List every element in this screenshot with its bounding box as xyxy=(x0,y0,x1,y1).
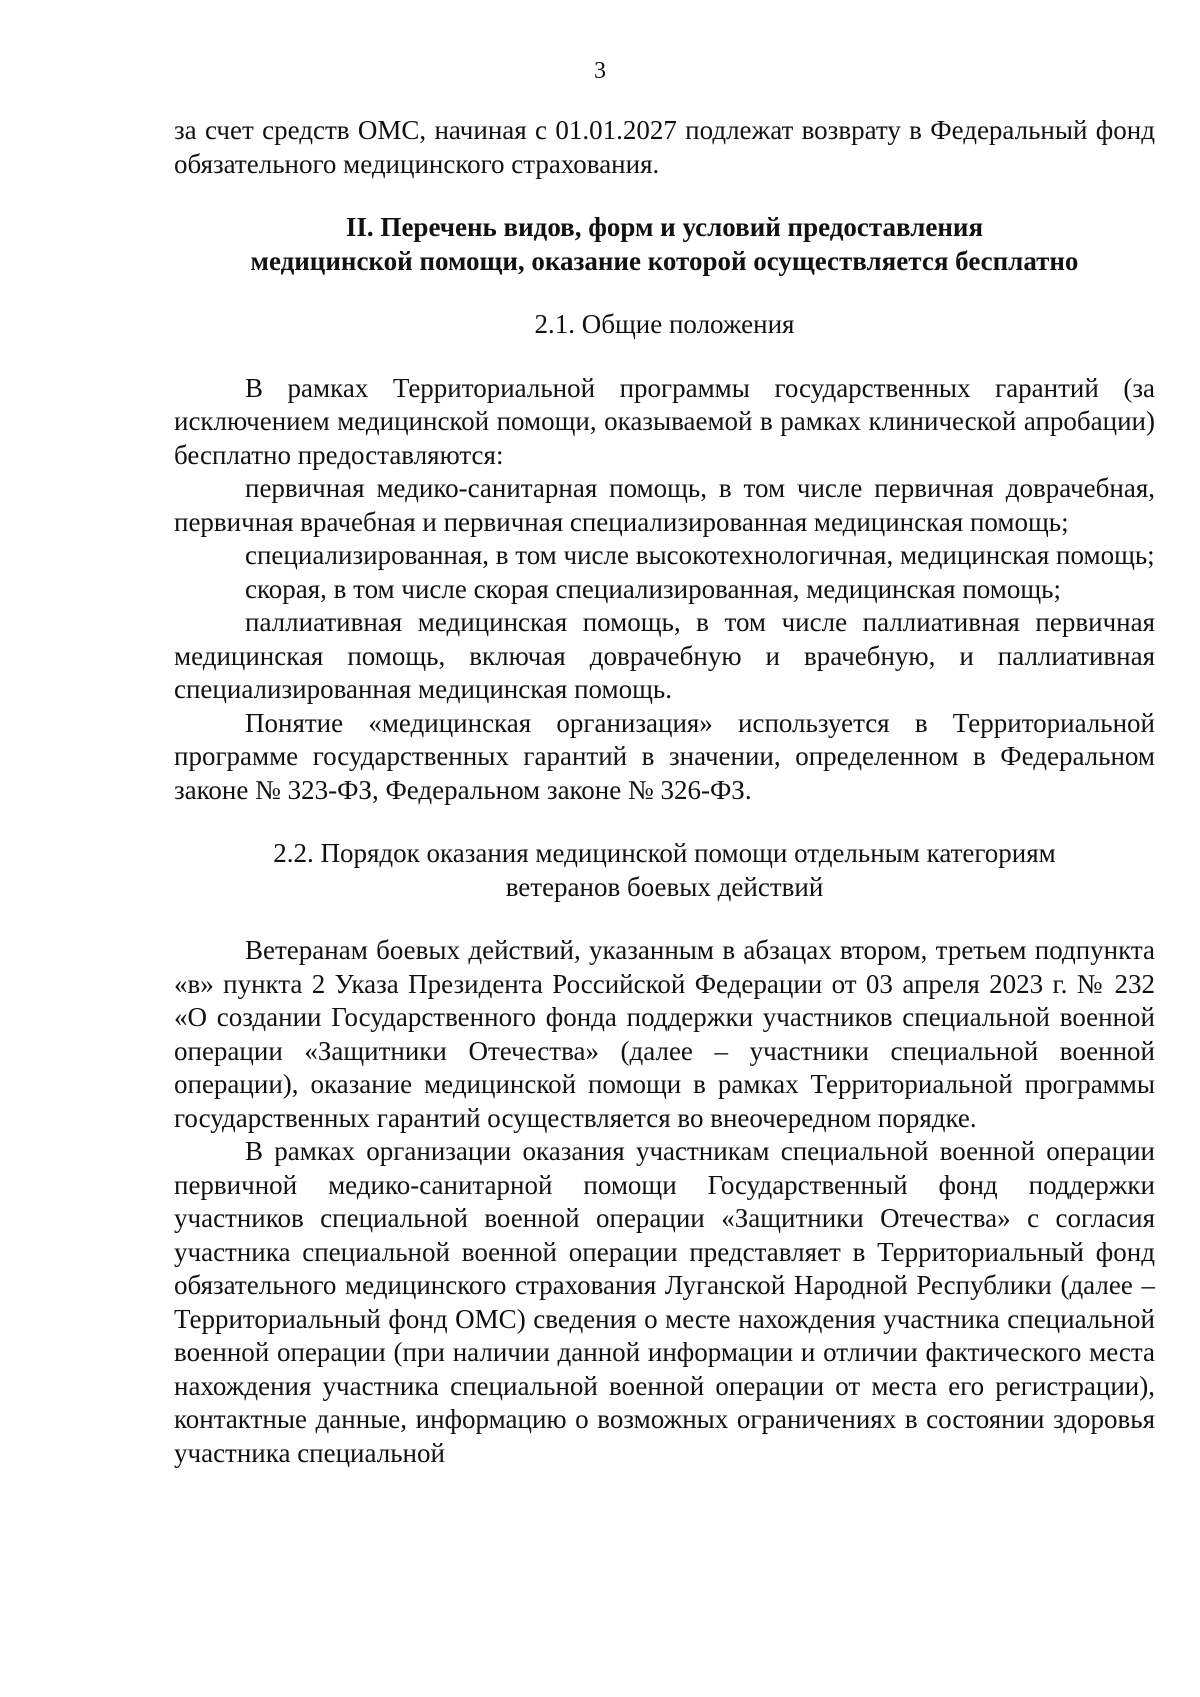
subsection-2-1-body xyxy=(174,372,1155,808)
section-2-heading xyxy=(174,211,1155,278)
paragraph: скорая, в том числе скорая специализированная, медицинская помощь; xyxy=(245,573,1061,604)
page-number: 3 xyxy=(594,58,606,84)
subsection-2-2-body xyxy=(174,934,1155,1470)
section-2-heading-line-1: II. Перечень видов, форм и условий предоставления xyxy=(345,212,984,242)
paragraph: специализированная, в том числе высокотехнологичная, медицинская помощь; xyxy=(245,540,1155,570)
document-body xyxy=(174,114,1155,1470)
section-2-heading-line-2: медицинской помощи, оказание которой осуществляется бесплатно xyxy=(250,245,1079,276)
subsection-2-2-heading xyxy=(174,837,1155,904)
subsection-2-2-title-line-1: 2.2. Порядок оказания медицинской помощи отдельным категориям xyxy=(273,838,1056,868)
subsection-2-1-heading xyxy=(174,308,1155,342)
intro-paragraph: за счет средств ОМС, начиная с 01.01.2027 подлежат возврату в Федеральный фонд обязательного медицинского страхования. xyxy=(174,115,1155,179)
paragraph: первичная медико-санитарная помощь, в том числе первичная доврачебная, первичная врачебная и первичная специализированная медицинская помощь; xyxy=(174,473,1155,537)
subsection-2-2-title-line-2: ветеранов боевых действий xyxy=(505,871,824,902)
paragraph: Ветеранам боевых действий, указанным в абзацах втором, третьем подпункта «в» пункта 2 Указа Президента Российской Федерации от 03 апреля 2023 г. № 232 «О создании Государственного фонда поддержки участников специальной военной операции «Защитники Отечества» (далее – участники специальной военной операции), оказание медицинской помощи в рамках Территориальной программы государственных гарантий осуществляется во внеочередном порядке. xyxy=(174,935,1155,1133)
paragraph: В рамках Территориальной программы государственных гарантий (за исключением медицинской помощи, оказываемой в рамках клинической апробации) бесплатно предоставляются: xyxy=(174,372,1155,470)
paragraph: паллиативная медицинская помощь, в том числе паллиативная первичная медицинская помощь, включая доврачебную и врачебную, и паллиативная специализированная медицинская помощь. xyxy=(174,607,1155,704)
subsection-2-1-title: 2.1. Общие положения xyxy=(534,309,795,339)
paragraph: В рамках организации оказания участникам специальной военной операции первичной медико-санитарной помощи Государственный фонд поддержки участников специальной военной операции «Защитники Отечества» с согласия участника специальной военной операции представляет в Территориальный фонд обязательного медицинского страхования Луганской Народной Республики (далее – Территориальный фонд ОМС) сведения о месте нахождения участника специальной военной операции (при наличии данной информации и отличии фактического места нахождения участника специальной военной операции от места его регистрации), контактные данные, информацию о возможных ограничениях в состоянии здоровья участника специальной xyxy=(174,1136,1155,1468)
paragraph: Понятие «медицинская организация» используется в Территориальной программе государственных гарантий в значении, определенном в Федеральном законе № 323-ФЗ, Федеральном законе № 326-ФЗ. xyxy=(174,707,1155,805)
